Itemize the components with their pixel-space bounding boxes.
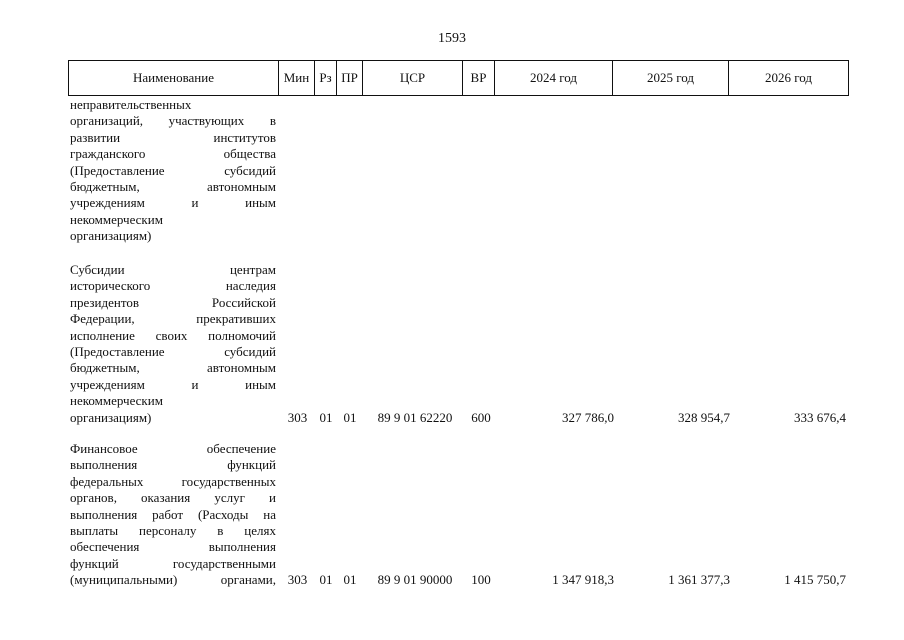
row-name-line: некоммерческим <box>70 393 163 409</box>
row-name <box>70 97 276 245</box>
row-name-line: исторического наследия <box>70 278 276 294</box>
row-name-line: федеральных государственных <box>70 473 276 489</box>
header-csr: ЦСР <box>363 61 463 96</box>
row-name-line: обеспечения выполнения <box>70 539 276 555</box>
row-name-line: Финансовое обеспечение <box>70 441 276 456</box>
row-name-line: учреждениям и иным <box>70 195 276 211</box>
row-csr: 89 9 01 62220 <box>377 409 453 425</box>
row-name-line: бюджетным, автономным <box>70 179 276 195</box>
header-min: Мин <box>279 61 315 96</box>
header-rz: Рз <box>315 61 337 96</box>
row-name-line: некоммерческим <box>70 211 163 227</box>
row-2026: 333 676,4 <box>794 409 846 425</box>
row-name-line: организаций, участвующих в <box>70 113 276 129</box>
row-2024: 1 347 918,3 <box>552 572 614 588</box>
row-csr: 89 9 01 90000 <box>377 572 453 588</box>
row-2025: 328 954,7 <box>678 409 730 425</box>
row-name-line: Федерации, прекративших <box>70 311 276 327</box>
row-vr: 100 <box>471 572 491 588</box>
row-min: 303 <box>287 572 308 588</box>
header-2024: 2024 год <box>495 61 613 96</box>
row-name-line: (Предоставление субсидий <box>70 344 276 360</box>
row-2024: 327 786,0 <box>562 409 614 425</box>
row-name <box>70 441 276 589</box>
page-number: 1593 <box>438 31 466 46</box>
row-name-line: выплаты персоналу в целях <box>70 523 276 539</box>
row-rz: 01 <box>319 572 333 588</box>
row-name-line: Субсидии центрам <box>70 262 276 277</box>
row-name-line: развитии институтов <box>70 129 276 145</box>
row-name-line: органов, оказания услуг и <box>70 490 276 506</box>
row-2025: 1 361 377,3 <box>668 572 730 588</box>
header-2026: 2026 год <box>729 61 849 96</box>
row-name-line: бюджетным, автономным <box>70 360 276 376</box>
row-pr: 01 <box>343 572 357 588</box>
row-name-line: выполнения функций <box>70 457 276 473</box>
row-name-line: исполнение своих полномочий <box>70 327 276 343</box>
row-name-line: функций государственными <box>70 555 276 571</box>
table-header <box>68 60 849 96</box>
header-2025: 2025 год <box>613 61 729 96</box>
header-name: Наименование <box>69 61 279 96</box>
row-name-line: выполнения работ (Расходы на <box>70 506 276 522</box>
row-name-line: (муниципальными) органами, <box>70 572 276 588</box>
row-name <box>70 262 276 426</box>
row-min: 303 <box>287 409 308 425</box>
row-name-line: организациям) <box>70 409 152 425</box>
row-name-line: организациям) <box>70 228 152 244</box>
row-name-line: учреждениям и иным <box>70 376 276 392</box>
row-name-line: президентов Российской <box>70 294 276 310</box>
header-vr: ВР <box>463 61 495 96</box>
row-pr: 01 <box>343 409 357 425</box>
row-vr: 600 <box>471 409 491 425</box>
row-rz: 01 <box>319 409 333 425</box>
row-name-line: (Предоставление субсидий <box>70 162 276 178</box>
row-2026: 1 415 750,7 <box>784 572 846 588</box>
row-name-line: гражданского общества <box>70 146 276 162</box>
header-pr: ПР <box>337 61 363 96</box>
row-name-line: неправительственных <box>70 97 192 112</box>
